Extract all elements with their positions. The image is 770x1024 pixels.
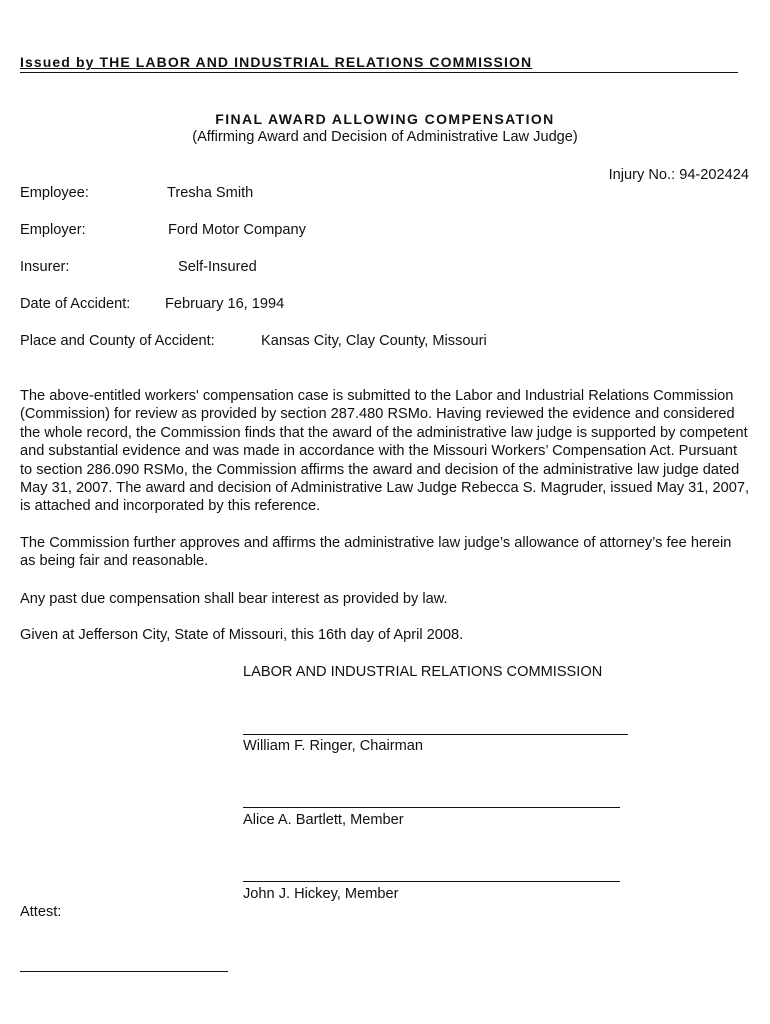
injury-number: [609, 166, 749, 184]
commission-name: LABOR AND INDUSTRIAL RELATIONS COMMISSION: [243, 664, 603, 680]
signatory-member-1: Alice A. Bartlett, Member: [243, 812, 404, 828]
signature-line-chairman: [243, 734, 628, 735]
place-of-accident-label: Place and County of Accident:: [20, 333, 215, 349]
employer-value: Ford Motor Company: [168, 222, 306, 238]
signatory-member-2: John J. Hickey, Member: [243, 886, 399, 902]
employee-value: Tresha Smith: [167, 185, 254, 201]
date-of-accident-label: Date of Accident:: [20, 296, 131, 312]
insurer-label: Insurer:: [20, 259, 70, 275]
body-paragraph-3: Any past due compensation shall bear interest as provided by law.: [20, 591, 448, 607]
issued-by-text: Issued by THE LABOR AND INDUSTRIAL RELATIONS COMMISSION: [20, 54, 533, 70]
injury-label: Injury No.:: [608, 167, 676, 183]
signature-line-member-2: [243, 881, 620, 882]
insurer-value: Self-Insured: [178, 259, 257, 275]
body-paragraph-4: Given at Jefferson City, State of Missouri, this 16th day of April 2008.: [20, 627, 464, 643]
issued-by-header: [20, 53, 738, 73]
place-of-accident-value: Kansas City, Clay County, Missouri: [261, 333, 487, 349]
employee-label: Employee:: [20, 185, 89, 201]
date-of-accident-value: February 16, 1994: [165, 296, 285, 312]
attest-signature-line: [20, 971, 228, 972]
employer-label: Employer:: [20, 222, 86, 238]
injury-value: 94-202424: [679, 167, 749, 183]
body-paragraph-1: The above-entitled workers' compensation case is submitted to the Labor and Industrial Relations Commission (Commission) for review as provided by section 287.480 RSMo. Having reviewed the evidence and considered the whole record, the Commission finds that the award of the administrative law judge is supported by competent and substantial evidence and was made in accordance with the Missouri Workers’ Compensation Act. Pursuant to section 286.090 RSMo, the Commission affirms the award and decision of the administrative law judge dated May 31, 2007. The award and decision of Administrative Law Judge Rebecca S. Magruder, issued May 31, 2007, is attached and incorporated by this reference.: [20, 388, 750, 515]
signature-line-member-1: [243, 807, 620, 808]
attest-label: Attest:: [20, 904, 62, 920]
signatory-chairman: William F. Ringer, Chairman: [243, 738, 424, 754]
document-subtitle: (Affirming Award and Decision of Administrative Law Judge): [192, 129, 578, 145]
document-title: FINAL AWARD ALLOWING COMPENSATION: [215, 111, 555, 127]
body-paragraph-2: The Commission further approves and affirms the administrative law judge’s allowance of attorney’s fee herein as being fair and reasonable.: [20, 535, 732, 570]
